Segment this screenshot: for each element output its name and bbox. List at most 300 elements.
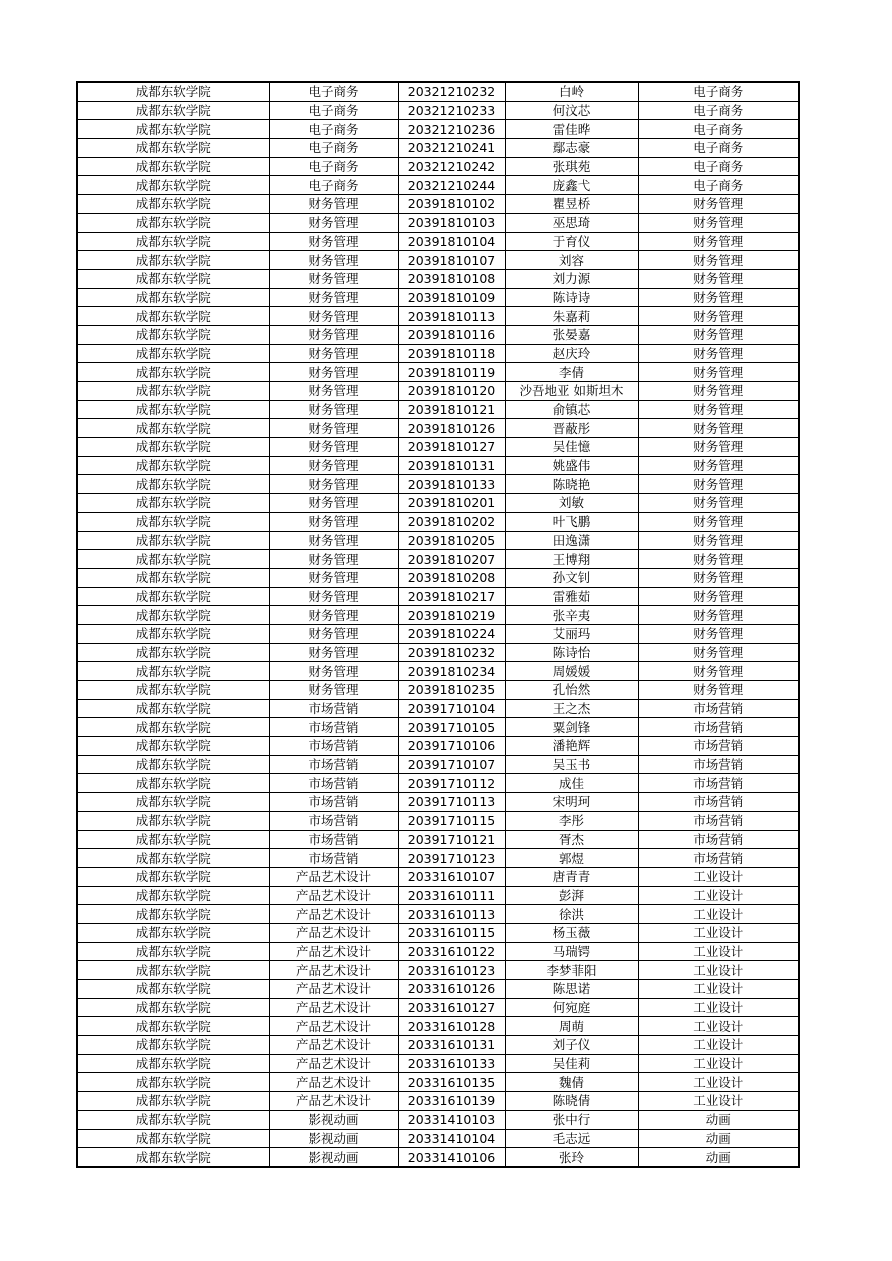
college-cell: 成都东软学院 [77,886,269,905]
table-row [77,400,799,419]
major-cell: 财务管理 [269,456,398,475]
student-name-cell: 刘子仪 [505,1036,638,1055]
student-name-cell: 朱嘉莉 [505,307,638,326]
student-name-cell: 张晏嘉 [505,325,638,344]
major-cell: 财务管理 [269,624,398,643]
category-cell: 财务管理 [638,512,799,531]
table-row [77,494,799,513]
table-row [77,624,799,643]
college-cell: 成都东软学院 [77,400,269,419]
student-name-cell: 张琪苑 [505,157,638,176]
category-cell: 财务管理 [638,325,799,344]
category-cell: 财务管理 [638,232,799,251]
college-cell: 成都东软学院 [77,1036,269,1055]
table-row [77,568,799,587]
student-name-cell: 张辛夷 [505,606,638,625]
major-cell: 影视动画 [269,1110,398,1129]
category-cell: 财务管理 [638,438,799,457]
student-table [76,81,800,1168]
category-cell: 工业设计 [638,1073,799,1092]
major-cell: 产品艺术设计 [269,1073,398,1092]
table-row [77,886,799,905]
student-name-cell: 刘敏 [505,494,638,513]
major-cell: 财务管理 [269,681,398,700]
table-row [77,662,799,681]
category-cell: 电子商务 [638,157,799,176]
student-id-cell: 20321210232 [398,82,505,101]
student-name-cell: 巫思琦 [505,213,638,232]
student-id-cell: 20391710123 [398,849,505,868]
student-id-cell: 20391810208 [398,568,505,587]
student-name-cell: 毛志远 [505,1129,638,1148]
major-cell: 财务管理 [269,232,398,251]
table-row [77,344,799,363]
major-cell: 电子商务 [269,101,398,120]
student-id-cell: 20391710104 [398,699,505,718]
category-cell: 财务管理 [638,195,799,214]
student-id-cell: 20331410104 [398,1129,505,1148]
category-cell: 财务管理 [638,456,799,475]
student-id-cell: 20331610115 [398,923,505,942]
student-id-cell: 20391810113 [398,307,505,326]
student-name-cell: 姚盛伟 [505,456,638,475]
major-cell: 电子商务 [269,157,398,176]
student-id-cell: 20391810121 [398,400,505,419]
major-cell: 产品艺术设计 [269,998,398,1017]
student-id-cell: 20391810108 [398,269,505,288]
student-name-cell: 刘力源 [505,269,638,288]
major-cell: 财务管理 [269,400,398,419]
college-cell: 成都东软学院 [77,550,269,569]
student-name-cell: 张中行 [505,1110,638,1129]
category-cell: 财务管理 [638,251,799,270]
student-id-cell: 20391810118 [398,344,505,363]
table-row [77,1036,799,1055]
college-cell: 成都东软学院 [77,325,269,344]
major-cell: 产品艺术设计 [269,1054,398,1073]
table-row [77,139,799,158]
student-table-body [77,82,799,1167]
student-name-cell: 李梦菲阳 [505,961,638,980]
category-cell: 市场营销 [638,755,799,774]
college-cell: 成都东软学院 [77,101,269,120]
table-row [77,251,799,270]
college-cell: 成都东软学院 [77,606,269,625]
college-cell: 成都东软学院 [77,793,269,812]
college-cell: 成都东软学院 [77,923,269,942]
college-cell: 成都东软学院 [77,382,269,401]
student-name-cell: 刘容 [505,251,638,270]
student-name-cell: 周萌 [505,1017,638,1036]
student-name-cell: 吴玉书 [505,755,638,774]
student-name-cell: 何宛庭 [505,998,638,1017]
student-id-cell: 20391710121 [398,830,505,849]
category-cell: 动画 [638,1129,799,1148]
category-cell: 财务管理 [638,419,799,438]
student-name-cell: 雷雅茹 [505,587,638,606]
student-id-cell: 20331610131 [398,1036,505,1055]
student-id-cell: 20391810127 [398,438,505,457]
category-cell: 市场营销 [638,737,799,756]
category-cell: 市场营销 [638,830,799,849]
table-row [77,961,799,980]
table-row [77,980,799,999]
student-id-cell: 20391810234 [398,662,505,681]
college-cell: 成都东软学院 [77,531,269,550]
category-cell: 市场营销 [638,793,799,812]
student-name-cell: 雷佳晔 [505,120,638,139]
category-cell: 工业设计 [638,923,799,942]
category-cell: 工业设计 [638,1017,799,1036]
college-cell: 成都东软学院 [77,830,269,849]
student-id-cell: 20391810120 [398,382,505,401]
major-cell: 产品艺术设计 [269,1036,398,1055]
college-cell: 成都东软学院 [77,344,269,363]
student-id-cell: 20391710112 [398,774,505,793]
category-cell: 市场营销 [638,699,799,718]
major-cell: 电子商务 [269,139,398,158]
college-cell: 成都东软学院 [77,1129,269,1148]
college-cell: 成都东软学院 [77,1110,269,1129]
student-name-cell: 王博翔 [505,550,638,569]
table-row [77,157,799,176]
table-row [77,737,799,756]
major-cell: 财务管理 [269,550,398,569]
major-cell: 财务管理 [269,512,398,531]
student-name-cell: 陈思诺 [505,980,638,999]
college-cell: 成都东软学院 [77,176,269,195]
student-name-cell: 沙吾地亚 如斯坦木 [505,382,638,401]
category-cell: 工业设计 [638,980,799,999]
student-id-cell: 20321210236 [398,120,505,139]
student-id-cell: 20391810217 [398,587,505,606]
major-cell: 市场营销 [269,699,398,718]
major-cell: 财务管理 [269,568,398,587]
table-row [77,923,799,942]
major-cell: 财务管理 [269,475,398,494]
college-cell: 成都东软学院 [77,363,269,382]
student-id-cell: 20331610139 [398,1092,505,1111]
major-cell: 财务管理 [269,606,398,625]
major-cell: 产品艺术设计 [269,886,398,905]
college-cell: 成都东软学院 [77,774,269,793]
college-cell: 成都东软学院 [77,587,269,606]
category-cell: 财务管理 [638,363,799,382]
student-name-cell: 宋明珂 [505,793,638,812]
student-name-cell: 粟剑锋 [505,718,638,737]
table-row [77,82,799,101]
table-row [77,643,799,662]
category-cell: 财务管理 [638,550,799,569]
category-cell: 动画 [638,1110,799,1129]
major-cell: 财务管理 [269,531,398,550]
category-cell: 电子商务 [638,176,799,195]
major-cell: 财务管理 [269,251,398,270]
student-name-cell: 魏倩 [505,1073,638,1092]
student-name-cell: 马瑞锷 [505,942,638,961]
college-cell: 成都东软学院 [77,307,269,326]
student-name-cell: 俞镇芯 [505,400,638,419]
major-cell: 产品艺术设计 [269,923,398,942]
student-id-cell: 20321210242 [398,157,505,176]
category-cell: 工业设计 [638,998,799,1017]
major-cell: 财务管理 [269,643,398,662]
table-row [77,755,799,774]
student-id-cell: 20391810102 [398,195,505,214]
table-row [77,830,799,849]
college-cell: 成都东软学院 [77,942,269,961]
table-row [77,867,799,886]
major-cell: 产品艺术设计 [269,905,398,924]
student-id-cell: 20391710115 [398,811,505,830]
table-row [77,232,799,251]
category-cell: 财务管理 [638,475,799,494]
student-id-cell: 20331610133 [398,1054,505,1073]
major-cell: 电子商务 [269,176,398,195]
student-id-cell: 20391810232 [398,643,505,662]
table-row [77,101,799,120]
category-cell: 财务管理 [638,494,799,513]
college-cell: 成都东软学院 [77,811,269,830]
major-cell: 产品艺术设计 [269,867,398,886]
table-row [77,1054,799,1073]
college-cell: 成都东软学院 [77,1148,269,1167]
student-name-cell: 张玲 [505,1148,638,1167]
student-id-cell: 20331610135 [398,1073,505,1092]
student-id-cell: 20391810235 [398,681,505,700]
major-cell: 财务管理 [269,363,398,382]
student-id-cell: 20391810119 [398,363,505,382]
category-cell: 财务管理 [638,213,799,232]
student-id-cell: 20391810133 [398,475,505,494]
college-cell: 成都东软学院 [77,232,269,251]
major-cell: 电子商务 [269,120,398,139]
category-cell: 工业设计 [638,961,799,980]
college-cell: 成都东软学院 [77,718,269,737]
major-cell: 市场营销 [269,811,398,830]
major-cell: 产品艺术设计 [269,1017,398,1036]
student-id-cell: 20391810219 [398,606,505,625]
student-name-cell: 杨玉薇 [505,923,638,942]
student-id-cell: 20391810103 [398,213,505,232]
table-row [77,269,799,288]
table-row [77,120,799,139]
major-cell: 电子商务 [269,82,398,101]
student-name-cell: 白岭 [505,82,638,101]
category-cell: 财务管理 [638,568,799,587]
major-cell: 产品艺术设计 [269,942,398,961]
table-row [77,811,799,830]
student-name-cell: 潘艳辉 [505,737,638,756]
student-name-cell: 陈晓倩 [505,1092,638,1111]
student-name-cell: 庞鑫弋 [505,176,638,195]
student-name-cell: 赵庆玲 [505,344,638,363]
table-row [77,1092,799,1111]
major-cell: 财务管理 [269,344,398,363]
student-name-cell: 吴佳莉 [505,1054,638,1073]
table-row [77,793,799,812]
major-cell: 市场营销 [269,737,398,756]
major-cell: 财务管理 [269,382,398,401]
major-cell: 财务管理 [269,288,398,307]
student-id-cell: 20331610122 [398,942,505,961]
college-cell: 成都东软学院 [77,419,269,438]
student-name-cell: 田逸潇 [505,531,638,550]
category-cell: 工业设计 [638,1092,799,1111]
student-id-cell: 20391810201 [398,494,505,513]
category-cell: 电子商务 [638,139,799,158]
category-cell: 市场营销 [638,811,799,830]
student-id-cell: 20331610107 [398,867,505,886]
college-cell: 成都东软学院 [77,475,269,494]
major-cell: 市场营销 [269,755,398,774]
table-row [77,606,799,625]
category-cell: 动画 [638,1148,799,1167]
college-cell: 成都东软学院 [77,867,269,886]
table-row [77,195,799,214]
college-cell: 成都东软学院 [77,1073,269,1092]
table-row [77,1073,799,1092]
category-cell: 财务管理 [638,606,799,625]
student-id-cell: 20391810207 [398,550,505,569]
category-cell: 财务管理 [638,662,799,681]
student-id-cell: 20391810116 [398,325,505,344]
college-cell: 成都东软学院 [77,438,269,457]
student-id-cell: 20331410103 [398,1110,505,1129]
major-cell: 影视动画 [269,1129,398,1148]
college-cell: 成都东软学院 [77,288,269,307]
table-row [77,849,799,868]
student-id-cell: 20321210244 [398,176,505,195]
category-cell: 财务管理 [638,587,799,606]
student-name-cell: 吴佳憶 [505,438,638,457]
college-cell: 成都东软学院 [77,624,269,643]
category-cell: 工业设计 [638,867,799,886]
major-cell: 市场营销 [269,849,398,868]
table-row [77,718,799,737]
category-cell: 市场营销 [638,718,799,737]
major-cell: 财务管理 [269,587,398,606]
table-row [77,419,799,438]
table-row [77,363,799,382]
category-cell: 财务管理 [638,288,799,307]
major-cell: 产品艺术设计 [269,980,398,999]
major-cell: 财务管理 [269,438,398,457]
table-row [77,1129,799,1148]
student-id-cell: 20331610111 [398,886,505,905]
student-name-cell: 成佳 [505,774,638,793]
major-cell: 影视动画 [269,1148,398,1167]
table-row [77,1110,799,1129]
category-cell: 财务管理 [638,643,799,662]
student-name-cell: 彭湃 [505,886,638,905]
student-name-cell: 陈诗诗 [505,288,638,307]
student-name-cell: 孔怡然 [505,681,638,700]
college-cell: 成都东软学院 [77,1017,269,1036]
college-cell: 成都东软学院 [77,905,269,924]
major-cell: 财务管理 [269,307,398,326]
table-row [77,550,799,569]
table-row [77,905,799,924]
category-cell: 财务管理 [638,382,799,401]
student-id-cell: 20391810131 [398,456,505,475]
student-id-cell: 20391810224 [398,624,505,643]
major-cell: 市场营销 [269,718,398,737]
table-row [77,1017,799,1036]
student-id-cell: 20321210233 [398,101,505,120]
student-id-cell: 20391710107 [398,755,505,774]
category-cell: 财务管理 [638,531,799,550]
major-cell: 财务管理 [269,494,398,513]
student-name-cell: 徐洪 [505,905,638,924]
category-cell: 财务管理 [638,400,799,419]
college-cell: 成都东软学院 [77,494,269,513]
table-row [77,681,799,700]
college-cell: 成都东软学院 [77,1092,269,1111]
college-cell: 成都东软学院 [77,269,269,288]
table-row [77,512,799,531]
student-name-cell: 王之杰 [505,699,638,718]
major-cell: 产品艺术设计 [269,961,398,980]
student-id-cell: 20391810104 [398,232,505,251]
college-cell: 成都东软学院 [77,755,269,774]
student-id-cell: 20391810205 [398,531,505,550]
student-name-cell: 何汶芯 [505,101,638,120]
college-cell: 成都东软学院 [77,737,269,756]
category-cell: 电子商务 [638,101,799,120]
student-name-cell: 郭煜 [505,849,638,868]
student-name-cell: 唐青青 [505,867,638,886]
category-cell: 工业设计 [638,886,799,905]
student-id-cell: 20391810107 [398,251,505,270]
student-name-cell: 于育仪 [505,232,638,251]
table-row [77,531,799,550]
major-cell: 市场营销 [269,830,398,849]
college-cell: 成都东软学院 [77,961,269,980]
student-id-cell: 20391710106 [398,737,505,756]
category-cell: 工业设计 [638,1036,799,1055]
major-cell: 市场营销 [269,793,398,812]
table-row [77,288,799,307]
student-name-cell: 叶飞鹏 [505,512,638,531]
table-row [77,475,799,494]
table-row [77,699,799,718]
category-cell: 财务管理 [638,344,799,363]
category-cell: 工业设计 [638,1054,799,1073]
category-cell: 财务管理 [638,681,799,700]
major-cell: 财务管理 [269,269,398,288]
student-id-cell: 20331610128 [398,1017,505,1036]
table-row [77,176,799,195]
category-cell: 市场营销 [638,849,799,868]
table-row [77,587,799,606]
category-cell: 市场营销 [638,774,799,793]
student-id-cell: 20331410106 [398,1148,505,1167]
major-cell: 财务管理 [269,419,398,438]
college-cell: 成都东软学院 [77,157,269,176]
student-name-cell: 陈晓艳 [505,475,638,494]
college-cell: 成都东软学院 [77,681,269,700]
college-cell: 成都东软学院 [77,980,269,999]
major-cell: 财务管理 [269,662,398,681]
student-id-cell: 20391810202 [398,512,505,531]
college-cell: 成都东软学院 [77,512,269,531]
college-cell: 成都东软学院 [77,568,269,587]
college-cell: 成都东软学院 [77,213,269,232]
student-id-cell: 20331610127 [398,998,505,1017]
table-row [77,213,799,232]
student-name-cell: 李彤 [505,811,638,830]
